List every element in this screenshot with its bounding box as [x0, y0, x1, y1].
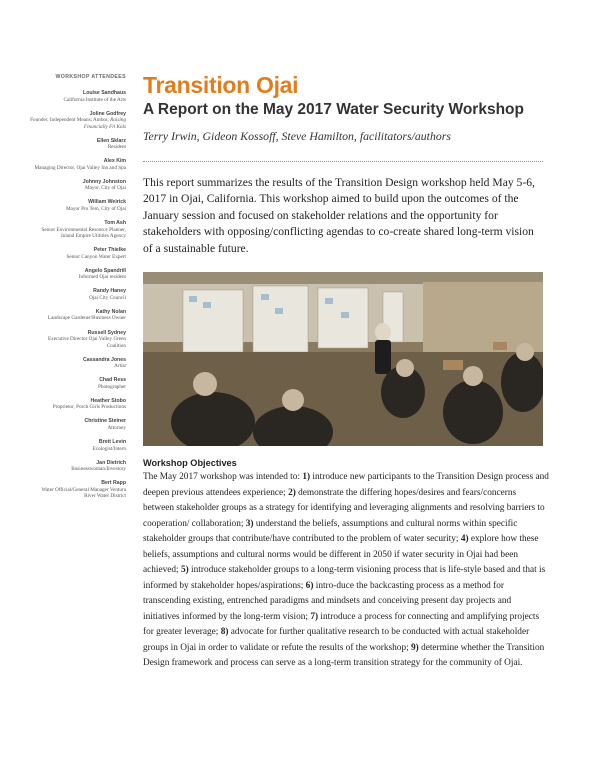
- attendee-role-italic: Raising Financially Fit Kids: [83, 117, 126, 130]
- attendee-role-text: Resident: [107, 144, 126, 151]
- attendees-list: [30, 90, 126, 500]
- attendee-role-text: Proprietor, Porch Girls Productions: [52, 404, 126, 411]
- attendee-entry: [30, 268, 126, 281]
- attendee-name: Kathy Nolan: [95, 308, 126, 315]
- attendee-role-text: Water Official/General Manager Ventura River Water District: [41, 486, 126, 500]
- attendee-role-text: Mayor Pro Tem, City of Ojai: [65, 205, 126, 212]
- attendee-entry: [30, 377, 126, 390]
- attendee-name: Heather Stobo: [90, 397, 126, 404]
- attendee-name: William Weirick: [88, 199, 126, 206]
- attendee-entry: [30, 398, 126, 411]
- attendee-role: [30, 254, 126, 261]
- attendee-entry: [30, 460, 126, 473]
- objective-number: 9): [411, 642, 419, 653]
- attendee-role-text: Ecologist/Intern: [92, 445, 126, 452]
- attendee-entry: [30, 480, 126, 500]
- attendee-role: [30, 274, 126, 281]
- report-title: Transition Ojai: [143, 72, 299, 98]
- attendee-name: Louise Sandhaus: [83, 90, 126, 96]
- objectives-paragraph: [143, 470, 549, 672]
- attendee-entry: [30, 418, 126, 431]
- objective-text: explore how these beliefs, assumptions and cultural norms would be different in 2050 if water security in Ojai had been achieved;: [143, 534, 539, 575]
- attendee-role: [30, 227, 126, 240]
- attendee-role-text: Senior Environmental Resource Planner, Inland Empire Utilities Agency: [41, 226, 126, 240]
- attendee-role-text: Mayor, City of Ojai: [85, 185, 126, 192]
- attendee-name: Johnny Johnston: [82, 178, 126, 185]
- attendee-entry: [30, 138, 126, 151]
- objective-text: intro-duce the backcasting process as a method for transcending existing, entrenched paradigms and mindsets and conceiving present day projects and initiatives informed by the long-term vision;: [143, 580, 512, 622]
- attendees-heading: WORKSHOP ATTENDEES: [55, 74, 126, 80]
- attendee-entry: [30, 199, 126, 212]
- report-authors: Terry Irwin, Gideon Kossoff, Steve Hamilton, facilitators/authors: [143, 129, 451, 143]
- attendee-name: Joline Godfrey: [89, 110, 126, 117]
- objective-number: 7): [310, 611, 319, 622]
- attendee-role: [30, 206, 126, 213]
- attendee-role: [30, 97, 126, 104]
- objective-number: 4): [460, 534, 469, 544]
- attendee-name: Cassandra Jones: [83, 356, 126, 363]
- attendee-role-text: Photographer: [98, 383, 126, 390]
- attendee-role: [30, 384, 126, 391]
- attendee-role-text: Ojai City Council: [89, 294, 126, 301]
- attendee-role: [30, 425, 126, 432]
- objective-number: 1): [302, 472, 311, 482]
- objective-text: determine whether the Transition Design framework and process can serve as a long-term transition strategy for the community of Ojai.: [143, 642, 545, 668]
- objective-number: 6): [305, 580, 314, 591]
- attendee-role: [30, 404, 126, 411]
- dotted-divider: [143, 161, 543, 162]
- attendee-entry: [30, 439, 126, 452]
- attendee-role: [30, 117, 126, 130]
- report-subtitle: A Report on the May 2017 Water Security Workshop: [143, 101, 524, 118]
- attendee-name: Bert Rapp: [101, 480, 126, 487]
- objectives-lead: The May 2017 workshop was intended to:: [143, 472, 303, 482]
- attendee-entry: [30, 247, 126, 260]
- workshop-photo: [143, 272, 543, 446]
- attendee-role-text: Senior Canyon Water Expert: [66, 253, 126, 260]
- objective-text: introduce new participants to the Transition Design process and deepen previous attendees experience;: [143, 472, 549, 498]
- attendee-name: Ellen Sklarz: [96, 137, 126, 144]
- attendee-name: Angelo Spandrill: [84, 267, 126, 274]
- objective-number: 5): [180, 565, 189, 575]
- attendee-entry: [30, 288, 126, 301]
- attendee-role: [30, 363, 126, 370]
- objective-number: 8): [220, 627, 229, 637]
- attendee-role-text: Founder, Independent Means; Author,: [30, 117, 109, 124]
- attendee-role-text: Landscape Gardener/Business Owner: [47, 315, 126, 322]
- attendee-name: Randy Haney: [93, 288, 126, 295]
- intro-paragraph: This report summarizes the results of the Transition Design workshop held May 5-6, 2017 in Ojai, California. This workshop aimed to build upon the outcomes of the January session and focused on stakeholder relations and the opportunity for stakeholders with opposing/conflicting agendas to co-create shared long-term vision of a sustainable future.: [143, 176, 535, 255]
- attendee-entry: [30, 220, 126, 240]
- attendee-entry: [30, 309, 126, 322]
- attendee-role: [30, 336, 126, 349]
- attendee-role-text: Artist: [114, 363, 126, 370]
- workshop-photo-illustration: [143, 272, 543, 446]
- attendee-name: Russell Sydney: [87, 329, 126, 336]
- objective-text: introduce a process for connecting and amplifying projects for greater leverage;: [143, 611, 540, 637]
- objective-number: 3): [245, 518, 254, 529]
- attendee-name: Tom Ash: [104, 220, 126, 227]
- attendee-entry: [30, 357, 126, 370]
- objective-text: advocate for further qualitative research to be conducted with actual stakeholder groups in Ojai in order to validate or refute the results of the workshop;: [143, 627, 530, 653]
- attendee-role: [30, 446, 126, 453]
- attendee-entry: [30, 158, 126, 171]
- attendee-role-text: Executive Director Ojai Valley Green Coalition: [48, 336, 126, 349]
- attendee-name: Alex Kim: [103, 158, 126, 165]
- attendee-role-text: California Institute of the Arts: [63, 96, 126, 103]
- attendee-role: [30, 185, 126, 192]
- attendee-role: [30, 144, 126, 151]
- attendee-entry: [30, 111, 126, 131]
- objective-text: introduce stakeholder groups to a long-term visioning process that is life-style based and that is informed by stakeholder hopes/aspirations;: [143, 565, 546, 591]
- attendee-entry: [30, 90, 126, 103]
- attendee-role: [30, 487, 126, 500]
- attendee-role: [30, 165, 126, 172]
- attendee-role-text: Businesswoman/Investory: [71, 466, 126, 473]
- attendee-role-text: Managing Director, Ojai Valley Inn and Spa: [34, 164, 126, 171]
- objective-number: 2): [288, 487, 296, 498]
- attendee-role: [30, 295, 126, 302]
- objective-text: demonstrate the differing hopes/desires and fears/concerns between stakeholder groups as a strategy for identifying and leveraging alignments and resolving barriers to cooperation/ collaboration;: [143, 487, 545, 529]
- attendee-name: Brett Levin: [98, 439, 126, 445]
- attendee-name: Jan Dietrich: [96, 459, 126, 466]
- attendees-sidebar: [30, 74, 126, 507]
- attendee-role-text: Informed Ojai resident: [78, 274, 126, 281]
- attendee-name: Christine Steiner: [84, 418, 126, 425]
- attendee-entry: [30, 179, 126, 192]
- attendee-role: [30, 315, 126, 322]
- attendee-entry: [30, 330, 126, 350]
- objective-text: understand the beliefs, assumptions and cultural norms within specific stakeholder groups that contribute/have contributed to the problem of water security;: [143, 518, 518, 544]
- attendee-name: Peter Thielke: [93, 247, 126, 254]
- objectives-heading: Workshop Objectives: [143, 458, 237, 468]
- attendee-role-text: Attorney: [107, 424, 126, 431]
- attendee-name: Chad Ress: [99, 377, 126, 384]
- attendee-role: [30, 466, 126, 473]
